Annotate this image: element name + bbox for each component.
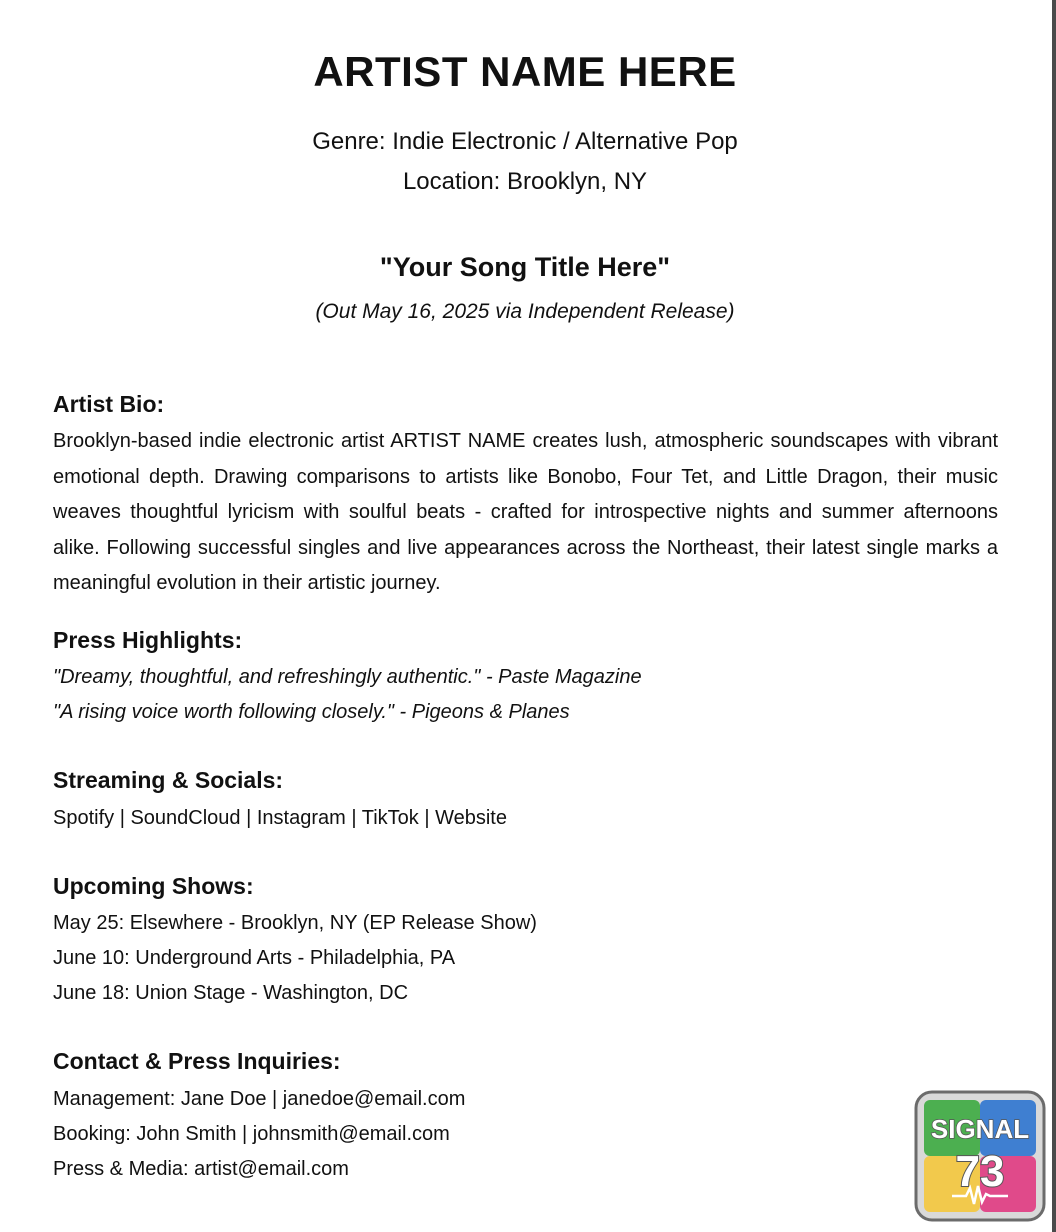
artist-name-title: ARTIST NAME HERE	[313, 48, 737, 95]
genre-line: Genre: Indie Electronic / Alternative Pop	[312, 128, 738, 155]
logo-text-73: 73	[955, 1147, 1005, 1196]
bio-paragraph: Brooklyn-based indie electronic artist ARTIST NAME creates lush, atmospheric soundscapes with vibrant emotional depth. Drawing comparisons to artists like Bonobo, Four Tet, and Little Dragon, their music weaves thoughtful lyricism with soulful beats - crafted for introspective nights and summer afternoons alike. Following successful singles and live appearances across the Northeast, their latest single marks a meaningful evolution in their artistic journey.	[53, 430, 998, 594]
show-item: June 18: Union Stage - Washington, DC	[53, 982, 409, 1004]
shows-heading: Upcoming Shows:	[53, 873, 254, 899]
contact-heading: Contact & Press Inquiries:	[53, 1048, 341, 1074]
location-line: Location: Brooklyn, NY	[402, 168, 648, 195]
show-item: June 10: Underground Arts - Philadelphia, PA	[53, 947, 456, 969]
song-title: "Your Song Title Here"	[379, 252, 671, 282]
signal-73-logo	[914, 1090, 1046, 1222]
press-quote: "Dreamy, thoughtful, and refreshingly authentic." - Paste Magazine	[53, 666, 642, 688]
contact-management: Management: Jane Doe | janedoe@email.com	[53, 1088, 466, 1110]
show-item: May 25: Elsewhere - Brooklyn, NY (EP Release Show)	[53, 912, 537, 934]
press-quote: "A rising voice worth following closely." - Pigeons & Planes	[53, 701, 570, 723]
contact-press: Press & Media: artist@email.com	[53, 1158, 349, 1180]
streaming-links: Spotify | SoundCloud | Instagram | TikTok | Website	[53, 807, 507, 829]
streaming-heading: Streaming & Socials:	[53, 767, 284, 793]
release-info: (Out May 16, 2025 via Independent Release)	[315, 300, 735, 323]
contact-booking: Booking: John Smith | johnsmith@email.com	[53, 1123, 450, 1145]
press-heading: Press Highlights:	[53, 627, 243, 653]
page-edge-divider	[1052, 0, 1056, 1232]
bio-heading: Artist Bio:	[53, 391, 165, 417]
logo-text-signal: SIGNAL	[930, 1114, 1030, 1144]
